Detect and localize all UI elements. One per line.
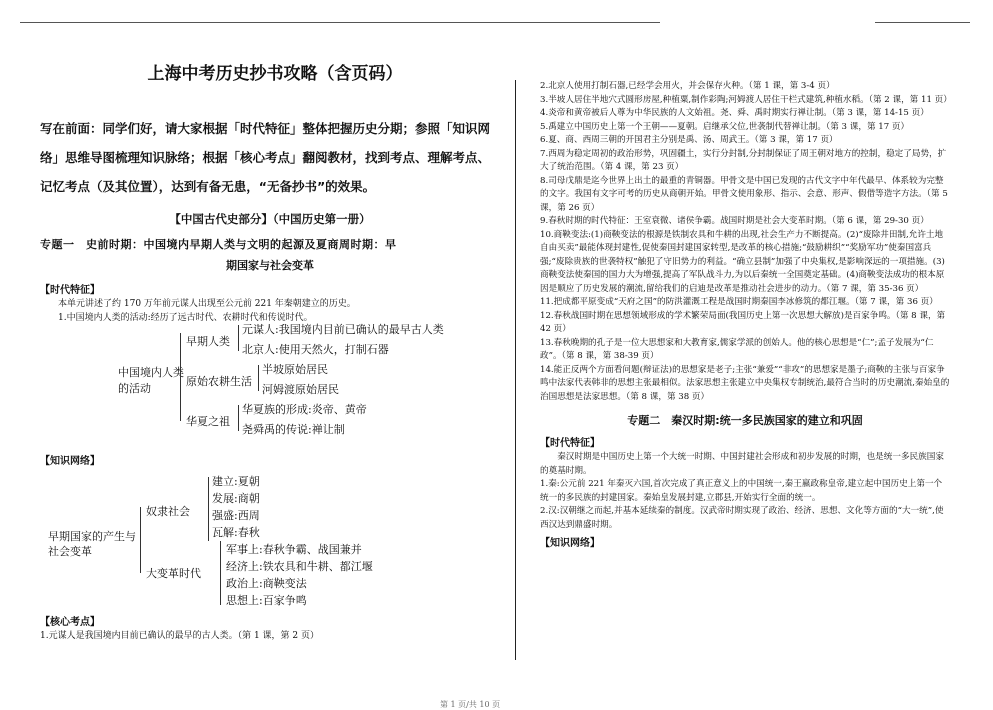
topic1-title-line2: 期国家与社会变革 [226, 259, 314, 272]
page-title: 上海中考历史抄书攻略（含页码） [147, 64, 403, 84]
page-footer: 第 1 页/共 10 页 [440, 700, 501, 709]
mindmap-early-humans [40, 325, 500, 450]
left-column [40, 55, 500, 644]
core-point: 11.把成都平原变成“天府之国”的防洪灌溉工程是战国时期秦国李冰修筑的都江堰。（第 7 课，第 36 页） [540, 297, 938, 307]
core-point: 14.能正反两个方面看问题(辩证法)的思想家是老子;主张“兼爱”“非攻”的思想家是墨子;商鞅的主张与百家争鸣中法家代表韩非的思想主张最相似。法家思想主张建立中央集权专制统治,最符合当时的历史潮流,秦始皇的治国思想是法家思想。（第 8 课，第 38 页） [540, 364, 950, 402]
core-point: 2.北京人使用打制石器,已经学会用火，并会保存火种。（第 1 课，第 3-4 页） [540, 81, 835, 91]
mindmap-leaf: 元谋人:我国境内目前已确认的最早古人类 [242, 323, 444, 336]
era-point: 1.中国境内人类的活动:经历了远古时代、农耕时代和传说时代。 [58, 312, 313, 323]
topic2-paragraph: 秦汉时期是中国历史上第一个大统一时期、中国封建社会形成和初步发展的时期，也是统一多民族国家的奠基时期。 [540, 452, 944, 476]
header-rule-right [875, 22, 970, 23]
core-point: 9.春秋时期的时代特征：王室衰微、诸侯争霸。战国时期是社会大变革时期。（第 6 课，第 29-30 页） [540, 216, 929, 226]
mindmap-root: 中国境内人类的活动 [118, 366, 184, 395]
mindmap-leaf: 经济上:铁农具和牛耕、都江堰 [226, 560, 373, 573]
mindmap-branch: 早期人类 [186, 335, 230, 348]
core-point-1: 1.元谋人是我国境内目前已确认的最早的古人类。（第 1 课，第 2 页） [40, 631, 319, 641]
core-point: 5.禹建立中国历史上第一个王朝——夏朝。启继承父位,世袭制代替禅让制。（第 3 课，第 17 页） [540, 121, 910, 132]
right-column [540, 80, 950, 551]
mindmap-leaf: 政治上:商鞅变法 [226, 577, 307, 590]
era-paragraph: 本单元讲述了约 170 万年前元谋人出现至公元前 221 年秦朝建立的历史。 [58, 299, 356, 309]
core-heading: 【核心考点】 [40, 617, 100, 628]
core-point: 12.春秋战国时期在思想领域形成的学术繁荣局面(我国历史上第一次思想大解放)是百家争鸣。（第 8 课，第 42 页） [540, 310, 946, 334]
mindmap-leaf: 半坡原始居民 [262, 363, 328, 376]
mindmap-leaf: 北京人:使用天然火，打制石器 [242, 343, 389, 356]
mindmap-leaf: 河姆渡原始居民 [262, 383, 339, 396]
topic2-point-2: 2.汉:汉朝继之而起,并基本延续秦的制度。汉武帝时期实现了政治、经济、思想、文化等方面的“大一统”,使西汉达到鼎盛时期。 [540, 506, 944, 530]
column-divider [515, 80, 516, 660]
mindmap-branch: 奴隶社会 [146, 505, 190, 518]
core-point: 4.炎帝和黄帝被后人尊为中华民族的人文始祖。尧、舜、禹时期实行禅让制。（第 3 课，第 14-15 页） [540, 108, 929, 118]
core-point: 3.半坡人居住半地穴式圆形房屋,种植粟,制作彩陶;河姆渡人居住干栏式建筑,种植水稻。（第 2 课，第 11 页） [540, 94, 952, 105]
mindmap-root: 早期国家的产生与社会变革 [48, 530, 136, 558]
mindmap-leaf: 思想上:百家争鸣 [226, 594, 307, 607]
mindmap-leaf: 强盛:西周 [212, 509, 260, 522]
mindmap-early-states [40, 469, 500, 607]
header-rule [20, 22, 660, 23]
mindmap-leaf: 军事上:春秋争霸、战国兼并 [226, 543, 362, 556]
topic2-era-heading: 【时代特征】 [540, 438, 600, 449]
topic2-title: 专题二 秦汉时期:统一多民族国家的建立和巩固 [627, 414, 863, 427]
mindmap-branch: 华夏之祖 [186, 415, 230, 428]
mindmap-branch: 大变革时代 [146, 567, 201, 580]
mindmap-leaf: 华夏族的形成:炎帝、黄帝 [242, 403, 367, 416]
mindmap-leaf: 瓦解:春秋 [212, 526, 260, 539]
era-heading: 【时代特征】 [40, 285, 100, 296]
network-heading: 【知识网络】 [40, 456, 100, 467]
section-heading: 【中国古代史部分】（中国历史第一册） [169, 212, 371, 226]
mindmap-leaf: 尧舜禹的传说:禅让制 [242, 423, 345, 436]
intro-paragraph: 写在前面：同学们好，请大家根据「时代特征」整体把握历史分期；参照「知识网络」思维导图梳理知识脉络；根据「核心考点」翻阅教材，找到考点、理解考点、记忆考点（及其位置），达到有备无患，“无备抄书”的效果。 [40, 121, 491, 194]
mindmap-leaf: 发展:商朝 [212, 492, 260, 505]
core-points-list [540, 80, 950, 404]
topic1-title-line1: 专题一 史前时期：中国境内早期人类与文明的起源及夏商周时期：早 [40, 238, 397, 251]
core-point: 8.司母戊鼎是迄今世界上出土的最重的青铜器。甲骨文是中国已发现的古代文字中年代最早、体系较为完整的文字。我国有文字可考的历史从商朝开始。甲骨文使用象形、指示、会意、形声、假借等造字方法。（第 5 课，第 26 页） [540, 175, 948, 213]
core-point: 6.夏、商、西周三朝的开国君主分别是禹、汤、周武王。（第 3 课，第 17 页） [540, 135, 838, 145]
core-point: 10.商鞅变法:(1)商鞅变法的根源是铁制农具和牛耕的出现,社会生产力不断提高。(2)“废除井田制,允许土地自由买卖”最能体现封建性,促使秦国封建国家转型,是改革的核心措施;“鼓励耕织”“奖励军功”使秦国富兵强;“废除贵族的世袭特权”触犯了守旧势力的利益。“确立县制”加强了中央集权,是影响深远的一项措施。(3)商鞅变法使秦国的国力大为增强,提高了军队战斗力,为以后秦统一全国奠定基础。(4)商鞅变法成功的根本原因是顺应了历史发展的潮流,留给我们的启迪是改革是推动社会进步的动力。（第 7 课，第 35-36 页） [540, 229, 945, 294]
core-point: 13.春秋晚期的孔子是一位大思想家和大教育家,儒家学派的创始人。他的核心思想是“仁”;孟子发展为“仁政”。（第 8 课，第 38-39 页） [540, 337, 934, 361]
topic2-point-1: 1.秦:公元前 221 年秦灭六国,首次完成了真正意义上的中国统一,秦王嬴政称皇帝,建立起中国历史上第一个统一的多民族的封建国家。秦始皇发展封建,立郡县,开始实行全面的统一。 [540, 479, 943, 503]
core-point: 7.西周为稳定周初的政治形势，巩固疆土，实行分封制,分封制保证了周王朝对地方的控制，稳定了局势，扩大了统治范围。（第 4 课，第 23 页） [540, 148, 947, 172]
mindmap-leaf: 建立:夏朝 [212, 475, 260, 488]
mindmap-branch: 原始农耕生活 [186, 375, 252, 388]
topic2-network-heading: 【知识网络】 [540, 538, 600, 549]
